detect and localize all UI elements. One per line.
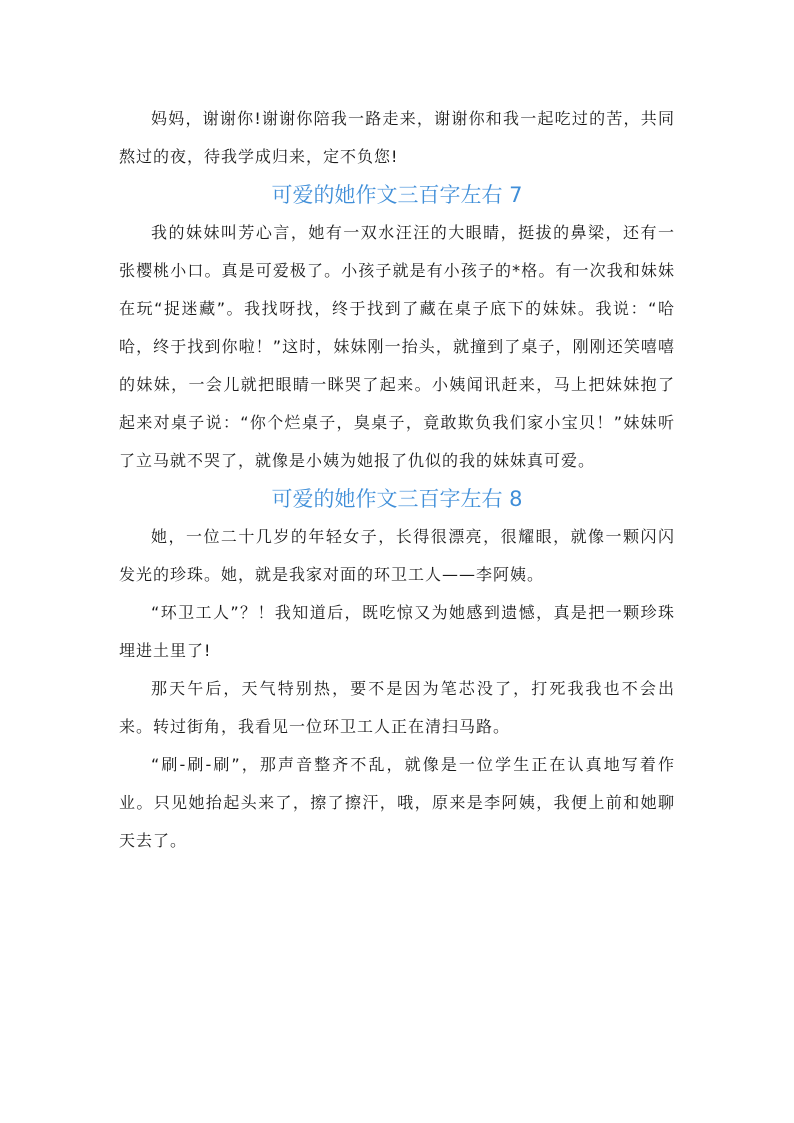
paragraph: “环卫工人”？！我知道后，既吃惊又为她感到遗憾，真是把一颗珍珠埋进土里了!	[119, 603, 675, 660]
paragraph: “刷-刷-刷”，那声音整齐不乱，就像是一位学生正在认真地写着作业。只见她抬起头来了，擦了擦汗，哦，原来是李阿姨，我便上前和她聊天去了。	[119, 755, 675, 850]
paragraph: 那天午后，天气特别热，要不是因为笔芯没了，打死我我也不会出来。转过街角，我看见一位环卫工人正在清扫马路。	[119, 679, 675, 736]
document-page	[119, 100, 675, 860]
paragraph: 她，一位二十几岁的年轻女子，长得很漂亮，很耀眼，就像一颗闪闪发光的珍珠。她，就是我家对面的环卫工人——李阿姨。	[119, 527, 675, 584]
section-heading: 可爱的她作文三百字左右 8	[271, 487, 523, 511]
paragraph: 我的妹妹叫芳心言，她有一双水汪汪的大眼睛，挺拔的鼻梁，还有一张樱桃小口。真是可爱极了。小孩子就是有小孩子的*格。有一次我和妹妹在玩“捉迷藏”。我找呀找，终于找到了藏在桌子底下的妹妹。我说：“哈哈，终于找到你啦！”这时，妹妹刚一抬头，就撞到了桌子，刚刚还笑嘻嘻的妹妹，一会儿就把眼睛一眯哭了起来。小姨闻讯赶来，马上把妹妹抱了起来对桌子说：“你个烂桌子，臭桌子，竟敢欺负我们家小宝贝！”妹妹听了立马就不哭了，就像是小姨为她报了仇似的我的妹妹真可爱。	[119, 223, 675, 470]
paragraph: 妈妈，谢谢你!谢谢你陪我一路走来，谢谢你和我一起吃过的苦，共同熬过的夜，待我学成归来，定不负您!	[119, 109, 675, 166]
section-heading: 可爱的她作文三百字左右 7	[271, 183, 523, 207]
